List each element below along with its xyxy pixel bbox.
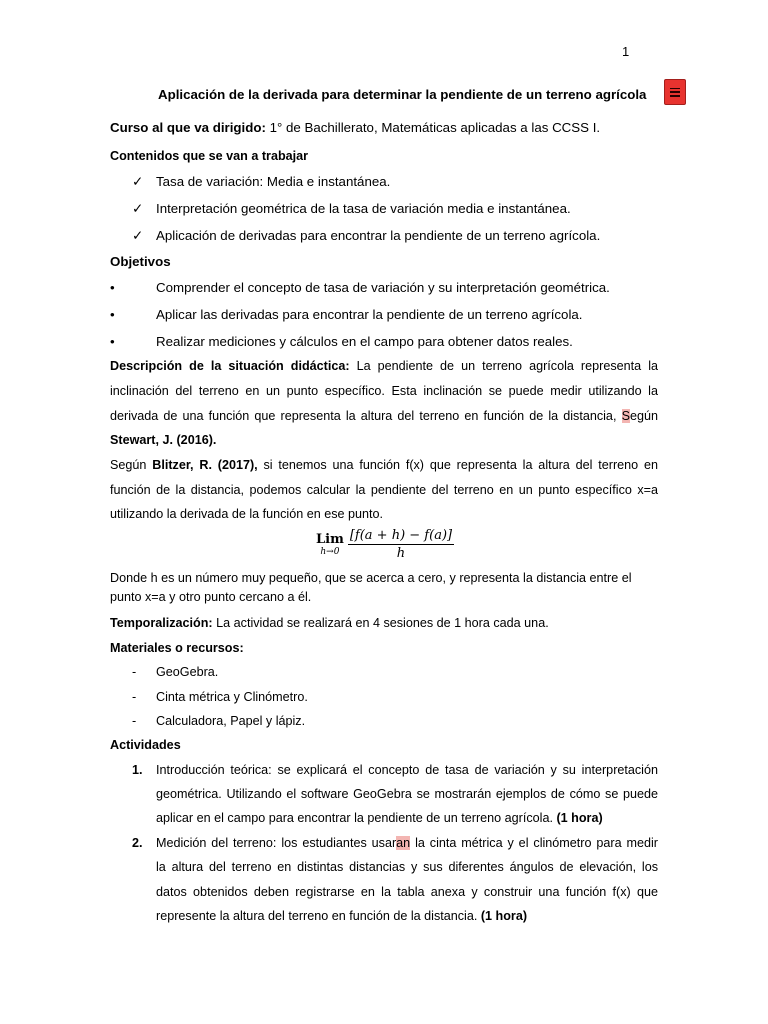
checkmark-icon: ✓ (132, 228, 144, 243)
materiales-heading: Materiales o recursos: (110, 641, 244, 655)
comment-icon[interactable] (664, 79, 686, 105)
curso-value: 1° de Bachillerato, Matemáticas aplicadas a las CCSS I. (265, 120, 601, 135)
comment-highlight[interactable]: S (621, 409, 630, 423)
dash-icon: - (132, 714, 137, 728)
formula-denominator: h (396, 546, 406, 561)
contenidos-item: ✓ Tasa de variación: Media e instantánea. (132, 174, 391, 189)
derivative-formula (316, 528, 454, 561)
objetivos-item: • Comprender el concepto de tasa de variación y su interpretación geométrica. (110, 280, 610, 295)
bullet-icon: • (110, 280, 115, 295)
bullet-icon: • (110, 334, 115, 349)
formula-numerator: [f(a + h) − f(a)] (349, 528, 453, 543)
temporalizacion-line: Temporalización: La actividad se realizará en 4 sesiones de 1 hora cada una. (110, 616, 549, 630)
bullet-icon: • (110, 307, 115, 322)
page-number: 1 (622, 44, 630, 59)
checkmark-icon: ✓ (132, 174, 144, 189)
dash-icon: - (132, 690, 137, 704)
materiales-item: - Cinta métrica y Clinómetro. (132, 690, 308, 704)
formula-subscript: h→0 (320, 547, 340, 557)
contenidos-item: ✓ Interpretación geométrica de la tasa de variación media e instantánea. (132, 201, 571, 216)
materiales-item: - Calculadora, Papel y lápiz. (132, 714, 306, 728)
dash-icon: - (132, 665, 137, 679)
materiales-item: - GeoGebra. (132, 665, 219, 679)
comment-highlight[interactable]: an (396, 836, 411, 850)
objetivos-item: • Aplicar las derivadas para encontrar la pendiente de un terreno agrícola. (110, 307, 583, 322)
contenidos-item: ✓ Aplicación de derivadas para encontrar la pendiente de un terreno agrícola. (132, 228, 601, 243)
contenidos-heading: Contenidos que se van a trabajar (110, 149, 309, 163)
actividades-heading: Actividades (110, 738, 181, 752)
formula-lim: Lim (316, 532, 344, 547)
document-title: Aplicación de la derivada para determinar la pendiente de un terreno agrícola (158, 87, 647, 102)
objetivos-item: • Realizar mediciones y cálculos en el campo para obtener datos reales. (110, 334, 573, 349)
checkmark-icon: ✓ (132, 201, 144, 216)
objetivos-heading: Objetivos (110, 254, 171, 269)
curso-line (110, 120, 600, 135)
curso-label: Curso al que va dirigido: (110, 120, 266, 135)
